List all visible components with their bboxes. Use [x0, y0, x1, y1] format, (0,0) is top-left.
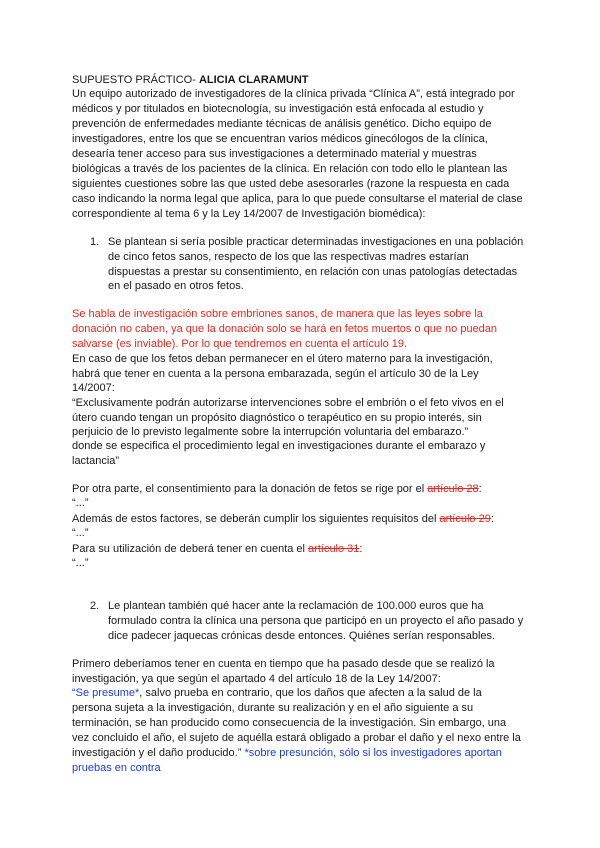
utilization-line: Para su utilización de deberá tener en cuenta el artículo 31: [72, 543, 363, 555]
intro-line: correspondiente al tema 6 y la Ley 14/2007 de Investigación biomédica): [72, 208, 426, 220]
answer-1-quote-line: útero cuando tengan un propósito diagnóstico o terapéutico en su propio interés, sin [72, 412, 482, 424]
intro-line: desearía tener acceso para sus investigaciones a determinado material y muestras [72, 148, 477, 160]
struck-article-reference: artículo 29 [439, 513, 491, 525]
intro-line: médicos y por titulados en biotecnología, su investigación está enfocada al estudio y [72, 103, 484, 115]
ellipsis-quote: “...” [72, 527, 89, 539]
answer-2-line: persona sujeta a la investigación, durante su realización y en el año siguiente a su [72, 702, 474, 714]
answer-2-line: terminación, se han producido como consecuencia de la investigación. Sin embargo, una [72, 717, 507, 729]
answer-1-note-line: Se habla de investigación sobre embriones sanos, de manera que las leyes sobre la [72, 308, 483, 320]
struck-article-reference: artículo 31 [308, 543, 360, 555]
answer-1-quote-line: “Exclusivamente podrán autorizarse intervenciones sobre el embrión o el feto vivos en el [72, 397, 504, 409]
answer-2-line: “Se presume*, salvo prueba en contrario, que los daños que afecten a la salud de la [72, 687, 482, 699]
consent-line: Por otra parte, el consentimiento para la donación de fetos se rige por el artículo 28: [72, 483, 482, 495]
title-prefix: SUPUESTO PRÁCTICO- [72, 74, 199, 86]
answer-2-line: investigación, ya que según el apartado 4 del artículo 18 de la Ley 14/2007: [72, 673, 441, 685]
ellipsis-quote: “...” [72, 497, 89, 509]
answer-2-line: investigación y el daño producido.” *sobre presunción, sólo si los investigadores aportan [72, 747, 502, 759]
requirements-line: Además de estos factores, se deberán cumplir los siguientes requisitos del artículo 29: [72, 513, 494, 525]
answer-2-line: vez concluido el año, el sujeto de aquélla estará obligado a probar el daño y el nexo entre la [72, 732, 521, 744]
question-1-line: de cinco fetos sanos, respecto de los que las respectivas madres estarían [108, 251, 469, 263]
answer-2-line: Primero deberíamos tener en cuenta en tiempo que ha pasado desde que se realizó la [72, 658, 495, 670]
question-2-line: Le plantean también qué hacer ante la reclamación de 100.000 euros que ha [108, 600, 484, 612]
answer-1-line: lactancia” [72, 455, 120, 467]
question-1-line: Se plantean si sería posible practicar determinadas investigaciones en una población [108, 236, 524, 248]
question-1-line: en el pasado en otros fetos. [108, 280, 244, 292]
answer-1-quote-line: perjuicio de lo previsto legalmente sobre la interrupción voluntaria del embarazo.” [72, 426, 469, 438]
presumption-comment: *sobre presunción, sólo si los investigadores aportan [244, 747, 502, 759]
author-name: ALICIA CLARAMUNT [198, 74, 309, 86]
answer-1-note-line: salvarse (es inviable). Por lo que tendremos en cuenta el artículo 19. [72, 338, 408, 350]
intro-line: prevención de enfermedades mediante técnicas de análisis genético. Dicho equipo de [72, 118, 492, 130]
intro-line: investigadores, entre los que se encuentran varios médicos ginecólogos de la clínica, [72, 133, 488, 145]
question-2-line: formulado contra la clínica una persona que participó en un proyecto el año pasado y [108, 615, 524, 627]
presumption-comment-continued: pruebas en contra [72, 762, 161, 774]
intro-line: caso indicando la norma legal que aplica, para lo que puede consultarse el material de clase [72, 193, 523, 205]
question-1-line: dispuestas a prestar su consentimiento, en relación con unas patologías detectadas [108, 266, 518, 278]
question-2-line: dice padecer jaquecas crónicas desde entonces. Quiénes serían responsables. [108, 630, 496, 642]
answer-1-line: habrá que tener en cuenta a la persona embarazada, según el artículo 30 de la Ley [72, 368, 479, 380]
answer-1-line: donde se especifica el procedimiento legal en investigaciones durante el embarazo y [72, 440, 486, 452]
answer-1-line: 14/2007: [72, 382, 115, 394]
document-title [72, 73, 309, 87]
presumption-note: “Se presume* [72, 687, 140, 699]
intro-line: Un equipo autorizado de investigadores de la clínica privada “Clínica A”, está integrado por [72, 88, 515, 100]
question-1-number: 1. [90, 236, 100, 248]
ellipsis-quote: “...” [72, 557, 89, 569]
question-2-number: 2. [90, 600, 100, 612]
struck-article-reference: artículo 28 [427, 483, 479, 495]
intro-line: biológicas a través de los pacientes de la clínica. En relación con todo ello le plantean las [72, 163, 508, 175]
answer-1-note-line: donación no caben, ya que la donación solo se hará en fetos muertos o que no puedan [72, 323, 498, 335]
intro-line: siguientes cuestiones sobre las que usted debe asesorarles (razone la respuesta en cada [72, 178, 510, 190]
answer-1-line: En caso de que los fetos deban permanecer en el útero materno para la investigación, [72, 353, 493, 365]
